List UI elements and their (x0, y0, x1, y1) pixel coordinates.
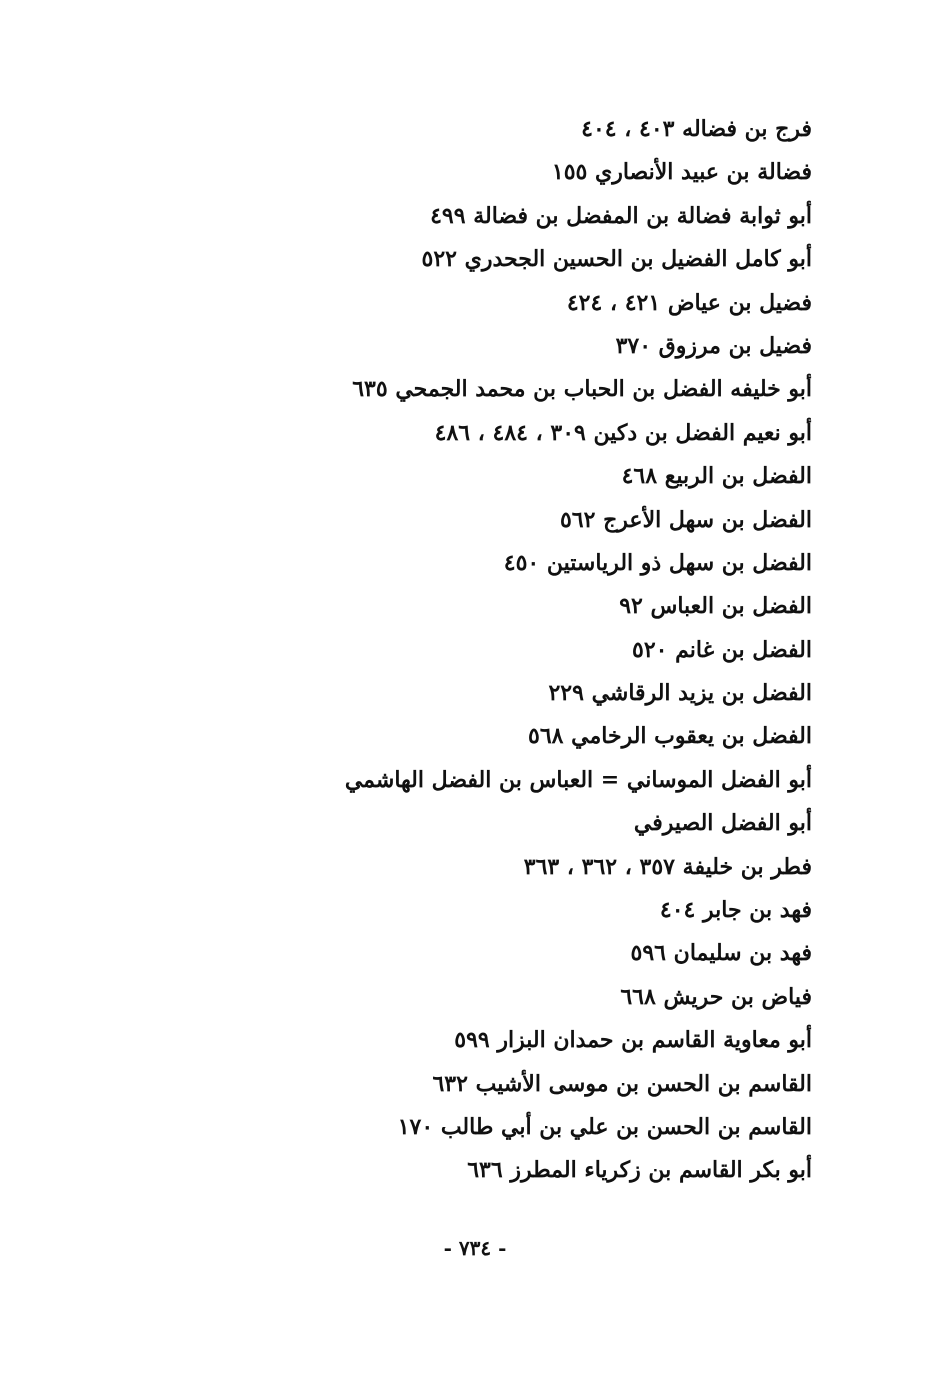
index-entry: فياض بن حريش ٦٦٨ (620, 983, 812, 1010)
index-entry: أبو ثوابة فضالة بن المفضل بن فضالة ٤٩٩ (430, 202, 812, 229)
index-entry: القاسم بن الحسن بن علي بن أبي طالب ١٧٠ (397, 1113, 812, 1140)
index-entry: الفضل بن الربيع ٤٦٨ (621, 463, 812, 490)
index-entry: فرج بن فضاله ٤٠٣ ، ٤٠٤ (581, 116, 812, 142)
index-entry: فهد بن جابر ٤٠٤ (659, 897, 812, 924)
index-entry: فهد بن سليمان ٥٩٦ (630, 940, 812, 967)
name-index-list (112, 108, 812, 1193)
index-entry: أبو خليفه الفضل بن الحباب بن محمد الجمحي ٦٣٥ (352, 376, 812, 403)
index-entry: القاسم بن الحسن بن موسى الأشيب ٦٣٢ (432, 1070, 812, 1097)
index-entry: فضيل بن عياض ٤٢١ ، ٤٢٤ (566, 289, 812, 316)
index-entry: أبو نعيم الفضل بن دكين ٣٠٩ ، ٤٨٤ ، ٤٨٦ (434, 419, 812, 446)
index-entry: الفضل بن سهل الأعرج ٥٦٢ (559, 506, 812, 533)
index-entry: فضيل بن مرزوق ٣٧٠ (615, 332, 812, 359)
index-entry: الفضل بن سهل ذو الرياستين ٤٥٠ (503, 549, 812, 576)
index-entry: الفضل بن يعقوب الرخامي ٥٦٨ (528, 723, 812, 750)
index-entry: أبو الفضل الموساني = العباس بن الفضل الهاشمي (344, 766, 812, 793)
index-entry: فطر بن خليفة ٣٥٧ ، ٣٦٢ ، ٣٦٣ (523, 853, 812, 880)
index-entry: الفضل بن غانم ٥٢٠ (632, 636, 812, 663)
index-entry: أبو الفضل الصيرفي (633, 810, 812, 837)
index-entry: الفضل بن العباس ٩٢ (619, 593, 812, 620)
index-entry: أبو معاوية القاسم بن حمدان البزار ٥٩٩ (454, 1027, 812, 1054)
index-entry: الفضل بن يزيد الرقاشي ٢٢٩ (548, 680, 812, 707)
index-entry: أبو بكر القاسم بن زكرياء المطرز ٦٣٦ (467, 1157, 812, 1184)
index-entry: فضالة بن عبيد الأنصاري ١٥٥ (551, 159, 812, 186)
page-number: - ٧٣٤ - (443, 1236, 507, 1260)
index-entry: أبو كامل الفضيل بن الحسين الجحدري ٥٢٢ (421, 246, 812, 273)
